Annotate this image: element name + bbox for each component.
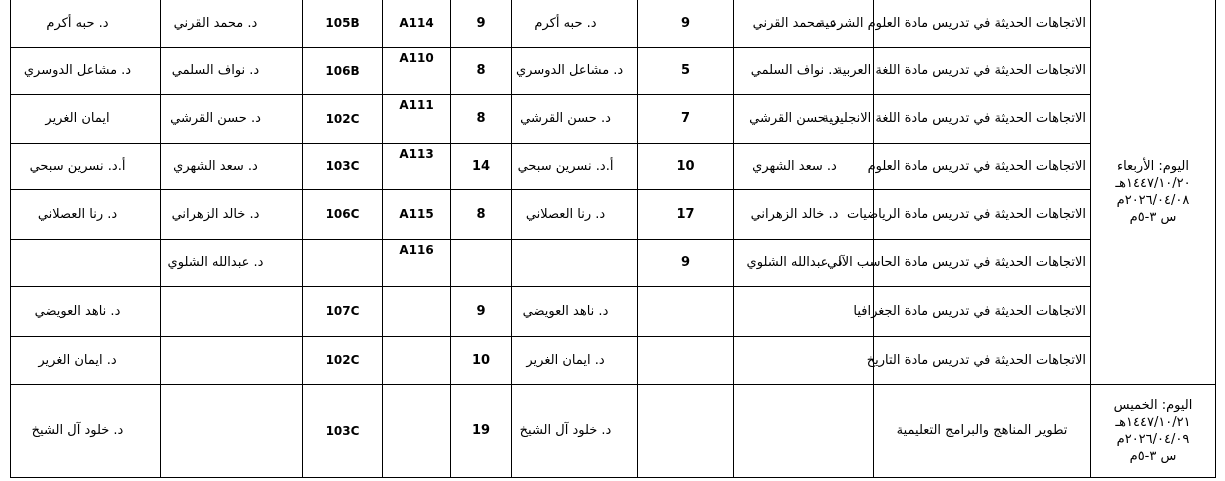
instructor-1-cell: د. خالد الزهراني — [734, 189, 874, 239]
count-2-cell — [451, 239, 512, 286]
supervisor-1-cell: أ.د. نسرين سبحي — [512, 143, 638, 189]
supervisor-1-cell: د. ناهد العويضي — [512, 286, 638, 336]
course-cell: الاتجاهات الحديثة في تدريس مادة العلوم الشرعية — [874, 0, 1091, 47]
count-1-cell: 9 — [638, 239, 734, 286]
day-line: ١٤٤٧/١٠/٢٠هـ — [1115, 175, 1191, 191]
course-cell: الاتجاهات الحديثة في تدريس مادة اللغة الانجليزية — [874, 94, 1091, 143]
day-line: ١٤٤٧/١٠/٢١هـ — [1115, 414, 1191, 430]
instructor-1-cell: د. حسن القرشي — [734, 94, 874, 143]
day-line: اليوم: الخميس — [1113, 397, 1193, 413]
supervisor-1-cell: د. خلود آل الشيخ — [512, 384, 638, 477]
course-cell: الاتجاهات الحديثة في تدريس مادة التاريخ — [874, 336, 1091, 384]
course-cell: تطوير المناهج والبرامج التعليمية — [874, 384, 1091, 477]
day-line: اليوم: الأربعاء — [1116, 158, 1190, 174]
supervisor-2-cell: د. ايمان الغرير — [11, 336, 161, 384]
day-line: س ٣-٥م — [1129, 209, 1177, 225]
table-row — [11, 189, 1216, 239]
course-cell: الاتجاهات الحديثة في تدريس مادة الحاسب الآلي — [874, 239, 1091, 286]
table-row — [11, 0, 1216, 47]
room-2-cell: 106C — [303, 189, 383, 239]
day-line: ٢٠٢٦/٠٤/٠٩م — [1116, 431, 1190, 447]
count-2-cell: 8 — [451, 47, 512, 94]
count-1-cell — [638, 286, 734, 336]
room-1-cell: A113 — [383, 143, 451, 189]
instructor-1-cell: د. نواف السلمي — [734, 47, 874, 94]
count-1-cell: 10 — [638, 143, 734, 189]
count-2-cell: 14 — [451, 143, 512, 189]
room-2-cell — [303, 239, 383, 286]
instructor-1-cell: د. سعد الشهري — [734, 143, 874, 189]
instructor-2-cell: د. حسن القرشي — [161, 94, 303, 143]
instructor-2-cell: د. خالد الزهراني — [161, 189, 303, 239]
room-2-cell: 102C — [303, 94, 383, 143]
room-2-cell: 102C — [303, 336, 383, 384]
count-1-cell: 5 — [638, 47, 734, 94]
room-1-cell: A114 — [383, 0, 451, 47]
supervisor-2-cell: د. خلود آل الشيخ — [11, 384, 161, 477]
instructor-2-cell: د. نواف السلمي — [161, 47, 303, 94]
instructor-1-cell — [734, 384, 874, 477]
room-1-cell: A111 — [383, 94, 451, 143]
supervisor-1-cell: د. ايمان الغرير — [512, 336, 638, 384]
supervisor-2-cell: د. مشاعل الدوسري — [11, 47, 161, 94]
instructor-1-cell: د. محمد القرني — [734, 0, 874, 47]
table-row — [11, 94, 1216, 143]
room-1-cell — [383, 286, 451, 336]
day-line: س ٣-٥م — [1129, 448, 1177, 464]
day-line: ٢٠٢٦/٠٤/٠٨م — [1116, 192, 1190, 208]
table-row — [11, 384, 1216, 477]
course-cell: الاتجاهات الحديثة في تدريس مادة الجغرافيا — [874, 286, 1091, 336]
course-cell: الاتجاهات الحديثة في تدريس مادة الرياضيات — [874, 189, 1091, 239]
instructor-2-cell: د. محمد القرني — [161, 0, 303, 47]
instructor-1-cell: د. عبدالله الشلوي — [734, 239, 874, 286]
supervisor-1-cell: د. حبه أكرم — [512, 0, 638, 47]
count-2-cell: 10 — [451, 336, 512, 384]
room-2-cell: 106B — [303, 47, 383, 94]
table-row — [11, 239, 1216, 286]
count-2-cell: 9 — [451, 286, 512, 336]
day-cell — [1091, 384, 1216, 477]
supervisor-1-cell — [512, 239, 638, 286]
table-row — [11, 47, 1216, 94]
room-1-cell — [383, 384, 451, 477]
table-row — [11, 286, 1216, 336]
table-row — [11, 336, 1216, 384]
count-2-cell: 8 — [451, 94, 512, 143]
instructor-1-cell — [734, 336, 874, 384]
supervisor-2-cell: د. رنا العصلاني — [11, 189, 161, 239]
count-1-cell: 17 — [638, 189, 734, 239]
count-1-cell: 9 — [638, 0, 734, 47]
room-1-cell: A116 — [383, 239, 451, 286]
day-cell — [1091, 0, 1216, 384]
room-2-cell: 103C — [303, 384, 383, 477]
instructor-2-cell — [161, 286, 303, 336]
table-row — [11, 143, 1216, 189]
room-2-cell: 105B — [303, 0, 383, 47]
supervisor-2-cell: د. ناهد العويضي — [11, 286, 161, 336]
room-1-cell: A115 — [383, 189, 451, 239]
supervisor-1-cell: د. رنا العصلاني — [512, 189, 638, 239]
supervisor-1-cell: د. حسن القرشي — [512, 94, 638, 143]
supervisor-2-cell: أ.د. نسرين سبحي — [11, 143, 161, 189]
course-cell: الاتجاهات الحديثة في تدريس مادة اللغة العربية — [874, 47, 1091, 94]
count-1-cell — [638, 384, 734, 477]
supervisor-2-cell: ايمان الغرير — [11, 94, 161, 143]
instructor-2-cell: د. سعد الشهري — [161, 143, 303, 189]
room-1-cell: A110 — [383, 47, 451, 94]
count-2-cell: 8 — [451, 189, 512, 239]
supervisor-1-cell: د. مشاعل الدوسري — [512, 47, 638, 94]
room-1-cell — [383, 336, 451, 384]
instructor-2-cell — [161, 336, 303, 384]
count-2-cell: 19 — [451, 384, 512, 477]
course-cell: الاتجاهات الحديثة في تدريس مادة العلوم — [874, 143, 1091, 189]
instructor-2-cell: د. عبدالله الشلوي — [161, 239, 303, 286]
instructor-2-cell — [161, 384, 303, 477]
room-2-cell: 107C — [303, 286, 383, 336]
supervisor-2-cell: د. حبه أكرم — [11, 0, 161, 47]
count-1-cell: 7 — [638, 94, 734, 143]
count-2-cell: 9 — [451, 0, 512, 47]
exam-schedule-table — [10, 0, 1216, 478]
room-2-cell: 103C — [303, 143, 383, 189]
count-1-cell — [638, 336, 734, 384]
supervisor-2-cell — [11, 239, 161, 286]
